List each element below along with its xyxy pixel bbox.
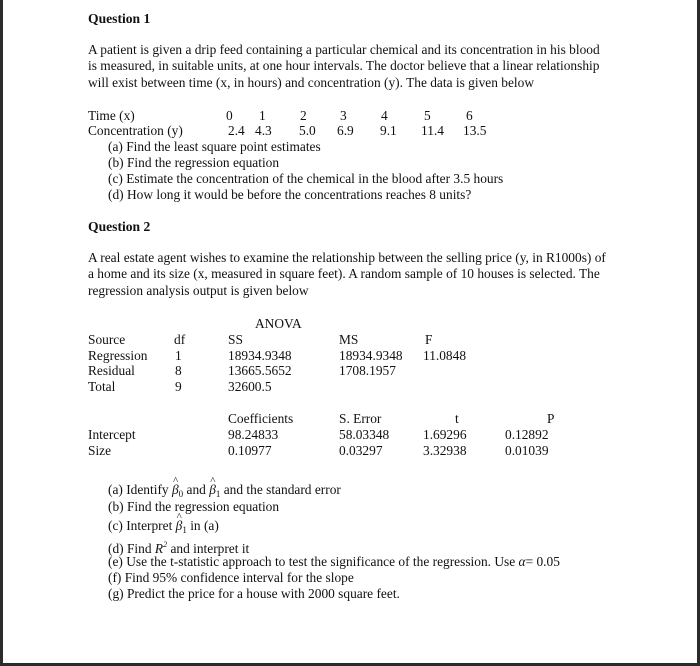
beta-subscript: 1 bbox=[215, 489, 221, 499]
anova-header-ss: SS bbox=[228, 332, 243, 347]
part-e-value: = 0.05 bbox=[525, 554, 560, 569]
beta-subscript: 1 bbox=[182, 525, 187, 535]
anova-ms: 18934.9348 bbox=[339, 348, 403, 363]
part-a-and: and bbox=[186, 482, 206, 497]
question-1-part-d: (d) How long it would be before the concentrations reaches 8 units? bbox=[108, 187, 472, 202]
anova-header-ms: MS bbox=[339, 332, 359, 347]
time-value: 1 bbox=[259, 108, 266, 123]
anova-df: 8 bbox=[175, 363, 182, 378]
anova-source: Total bbox=[88, 379, 116, 394]
coef-se: 0.03297 bbox=[339, 443, 383, 458]
question-2-paragraph: A real estate agent wishes to examine the relationship between the selling price (y, in R1000s) of a home and its size (x, measured in square feet). A random sample of 10 houses is selected. The regression analysis output is given below bbox=[88, 250, 606, 298]
part-c-prefix: (c) Interpret bbox=[108, 518, 173, 533]
part-d-prefix: (d) Find bbox=[108, 541, 152, 556]
concentration-label: Concentration (y) bbox=[88, 123, 183, 138]
part-e-prefix: (e) Use the t-statistic approach to test the significance of the regression. Use bbox=[108, 554, 516, 569]
coef-header-t: t bbox=[455, 411, 459, 426]
question-2-title: Question 2 bbox=[88, 219, 151, 234]
part-a-suffix: and the standard error bbox=[223, 482, 341, 497]
anova-ss: 18934.9348 bbox=[228, 348, 292, 363]
part-d-suffix: and interpret it bbox=[170, 541, 250, 556]
time-value: 4 bbox=[381, 108, 388, 123]
coef-row-name: Intercept bbox=[88, 427, 136, 442]
time-value: 2 bbox=[300, 108, 307, 123]
question-2-part-b: (b) Find the regression equation bbox=[108, 499, 280, 514]
concentration-value: 5.0 bbox=[299, 123, 316, 138]
coef-header-p: P bbox=[547, 411, 555, 426]
question-1-part-a: (a) Find the least square point estimates bbox=[108, 139, 321, 154]
coef-p: 0.01039 bbox=[505, 443, 549, 458]
question-2-part-f: (f) Find 95% confidence interval for the slope bbox=[108, 570, 354, 585]
question-2-part-g: (g) Predict the price for a house with 2000 square feet. bbox=[108, 586, 400, 601]
concentration-value: 6.9 bbox=[337, 123, 354, 138]
anova-df: 1 bbox=[175, 348, 182, 363]
time-label: Time (x) bbox=[88, 108, 135, 123]
coef-value: 98.24833 bbox=[228, 427, 279, 442]
concentration-value: 2.4 bbox=[228, 123, 245, 138]
anova-header-f: F bbox=[425, 332, 433, 347]
question-1-part-c: (c) Estimate the concentration of the chemical in the blood after 3.5 hours bbox=[108, 171, 504, 186]
coef-se: 58.03348 bbox=[339, 427, 390, 442]
coef-value: 0.10977 bbox=[228, 443, 272, 458]
anova-ss: 13665.5652 bbox=[228, 363, 292, 378]
anova-f: 11.0848 bbox=[423, 348, 467, 363]
time-value: 0 bbox=[226, 108, 233, 123]
coef-t: 1.69296 bbox=[423, 427, 467, 442]
beta-letter: β bbox=[175, 518, 183, 533]
concentration-value: 4.3 bbox=[255, 123, 272, 138]
time-value: 3 bbox=[340, 108, 347, 123]
anova-df: 9 bbox=[175, 379, 182, 394]
question-1-part-b: (b) Find the regression equation bbox=[108, 155, 280, 170]
coef-header-coefficients: Coefficients bbox=[228, 411, 294, 426]
coef-p: 0.12892 bbox=[505, 427, 549, 442]
alpha-symbol: α bbox=[518, 554, 526, 569]
question-2-part-c bbox=[108, 518, 219, 538]
anova-header-df: df bbox=[174, 332, 186, 347]
anova-ms: 1708.1957 bbox=[339, 363, 396, 378]
coef-header-se: S. Error bbox=[339, 411, 382, 426]
time-value: 6 bbox=[466, 108, 473, 123]
question-1-paragraph: A patient is given a drip feed containing a particular chemical and its concentration in his blood is measured, in suitable units, at one hour intervals. The doctor believe that a linear relationship will exist between time (x, in hours) and concentration (y). The data is given below bbox=[88, 42, 600, 90]
r-exponent: 2 bbox=[163, 540, 168, 549]
question-2-part-e bbox=[108, 554, 560, 570]
coef-row-name: Size bbox=[88, 443, 112, 458]
part-c-suffix: in (a) bbox=[190, 518, 219, 533]
beta-letter: β bbox=[209, 482, 216, 497]
coef-t: 3.32938 bbox=[423, 443, 467, 458]
anova-source: Regression bbox=[88, 348, 148, 363]
beta-1-symbol bbox=[176, 518, 187, 538]
concentration-value: 9.1 bbox=[380, 123, 397, 138]
question-1-title: Question 1 bbox=[88, 11, 151, 26]
r-letter: R bbox=[154, 541, 164, 556]
part-a-prefix: (a) Identify bbox=[108, 482, 169, 497]
anova-ss: 32600.5 bbox=[228, 379, 272, 394]
anova-source: Residual bbox=[88, 363, 135, 378]
anova-header-source: Source bbox=[88, 332, 126, 347]
anova-title: ANOVA bbox=[255, 316, 302, 331]
beta-subscript: 0 bbox=[178, 489, 184, 499]
beta-letter: β bbox=[171, 482, 179, 497]
time-value: 5 bbox=[424, 108, 431, 123]
concentration-value: 13.5 bbox=[463, 123, 487, 138]
concentration-value: 11.4 bbox=[421, 123, 444, 138]
